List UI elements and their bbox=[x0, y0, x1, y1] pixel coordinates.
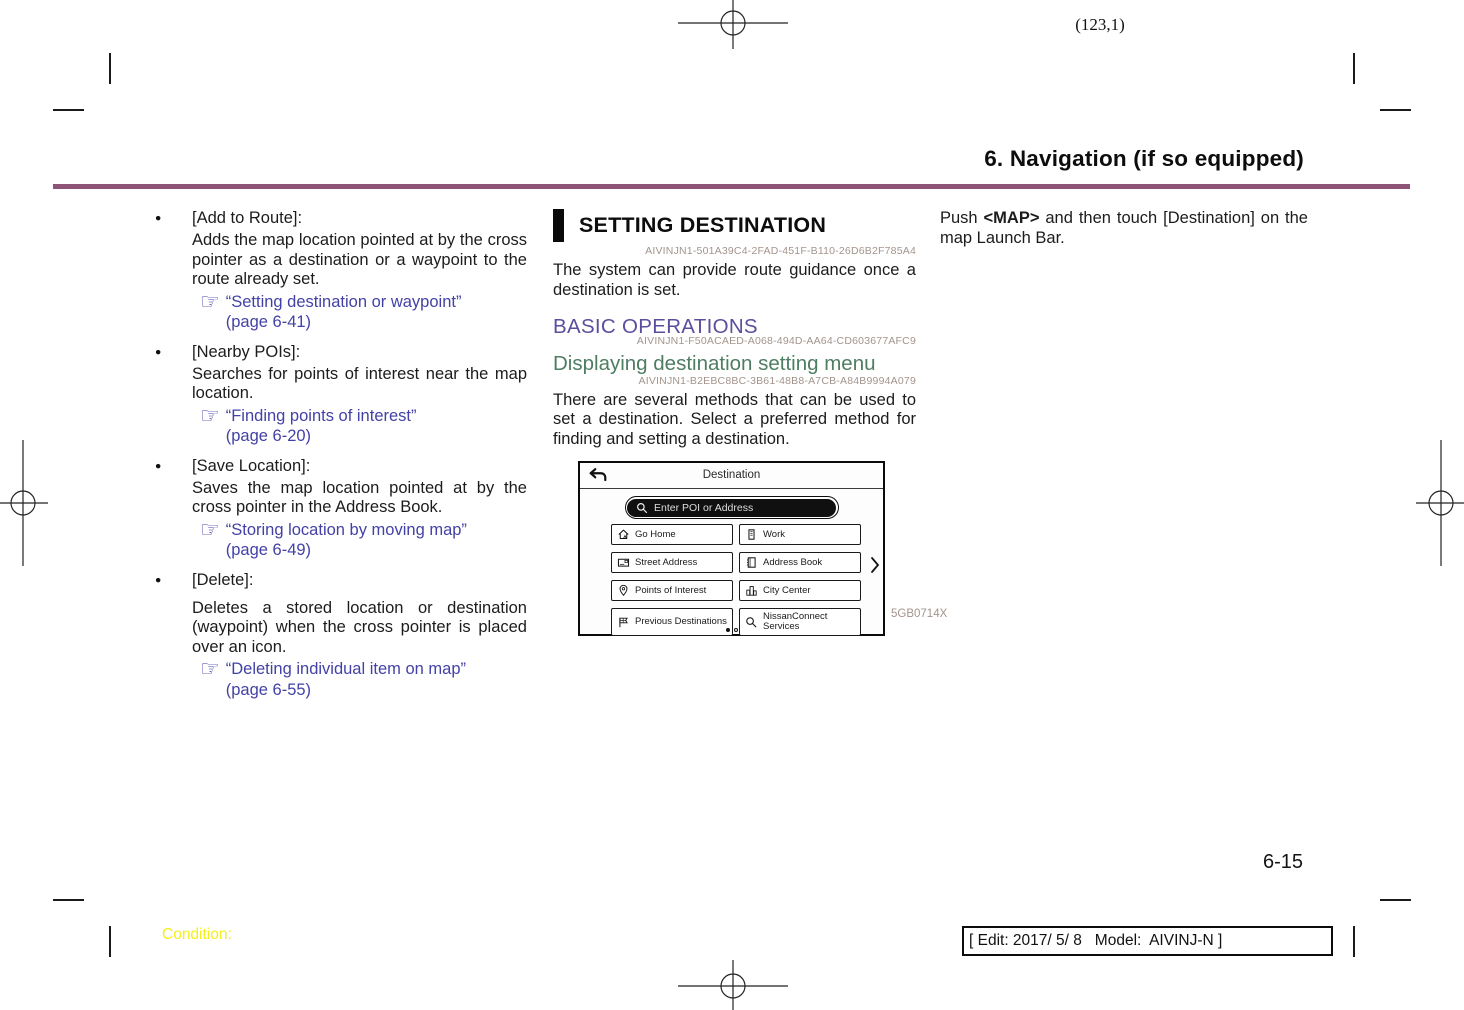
crop-mark-br-h bbox=[1380, 899, 1411, 901]
print-coordinates: (123,1) bbox=[1075, 15, 1125, 34]
map-key-label: <MAP> bbox=[983, 209, 1040, 227]
office-building-icon bbox=[745, 528, 758, 541]
manicule-icon: ☞ bbox=[200, 516, 220, 542]
bullet-dot: ● bbox=[155, 459, 162, 472]
cross-reference[interactable] bbox=[200, 516, 527, 561]
crop-mark-tr-h bbox=[1380, 109, 1411, 111]
manicule-icon: ☞ bbox=[200, 402, 220, 428]
street-address-icon bbox=[617, 556, 630, 569]
back-icon bbox=[588, 467, 608, 484]
figure-button-work: Work bbox=[739, 524, 861, 545]
cross-reference-link[interactable]: “Setting destination or waypoint” bbox=[225, 292, 462, 311]
edit-stamp: [ Edit: 2017/ 5/ 8 Model: AIVINJ-N ] bbox=[962, 926, 1333, 956]
bullet-item-save-location bbox=[155, 456, 527, 561]
flag-icon bbox=[617, 616, 630, 629]
bullet-body: Searches for points of interest near the map location. bbox=[192, 364, 527, 402]
manicule-icon: ☞ bbox=[200, 656, 220, 681]
figure-caption: 5GB0714X bbox=[891, 608, 948, 620]
crop-mark-bl-v bbox=[109, 926, 111, 957]
bullet-body: Adds the map location pointed at by the cross pointer as a destination or a waypoint to the route already set. bbox=[192, 231, 527, 288]
bullet-title: [Delete]: bbox=[192, 570, 254, 589]
dot-active bbox=[726, 628, 730, 632]
left-column bbox=[155, 208, 527, 709]
bullet-title: [Nearby POIs]: bbox=[192, 342, 301, 361]
bullet-dot: ● bbox=[155, 573, 162, 586]
doc-code: AIVINJN1-501A39C4-2FAD-451F-B110-26D6B2F785A4 bbox=[645, 245, 916, 257]
figure-button-grid bbox=[611, 524, 861, 636]
cross-reference-link[interactable]: “Finding points of interest” bbox=[225, 406, 417, 425]
cross-reference-link[interactable]: “Storing location by moving map” bbox=[225, 520, 467, 539]
bullet-dot: ● bbox=[155, 212, 162, 224]
search-icon bbox=[636, 502, 648, 514]
section-title: SETTING DESTINATION bbox=[579, 213, 827, 237]
header-rule bbox=[53, 184, 1410, 189]
middle-column bbox=[553, 209, 948, 636]
doc-code: AIVINJN1-B2EBC8BC-3B61-48B8-A7CB-A84B9994A079 bbox=[638, 374, 916, 387]
bullet-body: Deletes a stored location or destination (waypoint) when the cross pointer is placed over an icon. bbox=[192, 598, 527, 656]
figure-destination-screen bbox=[578, 461, 948, 636]
search-text: Enter POI or Address bbox=[654, 501, 754, 514]
cross-reference-page[interactable]: (page 6-20) bbox=[225, 427, 312, 445]
crop-mark-tr-v bbox=[1353, 53, 1355, 84]
crop-mark-br-v bbox=[1353, 926, 1355, 957]
chapter-header: 6. Navigation (if so equipped) bbox=[984, 146, 1304, 171]
page-number: 6-15 bbox=[1262, 851, 1303, 873]
cross-reference-page[interactable]: (page 6-49) bbox=[225, 541, 312, 559]
section-marker bbox=[553, 209, 564, 242]
bullet-item-delete bbox=[155, 570, 527, 701]
city-center-icon bbox=[745, 584, 758, 597]
screen-title: Destination bbox=[702, 469, 761, 481]
manicule-icon: ☞ bbox=[200, 288, 220, 314]
cross-reference-link[interactable]: “Deleting individual item on map” bbox=[225, 660, 467, 678]
cross-reference[interactable] bbox=[200, 656, 527, 700]
bullet-title: [Add to Route]: bbox=[192, 209, 303, 227]
section-heading bbox=[553, 209, 916, 242]
search-bar bbox=[625, 496, 839, 519]
figure-title-bar bbox=[580, 463, 883, 489]
bullet-item-add-to-route bbox=[155, 208, 527, 333]
registration-mark-left bbox=[0, 440, 50, 566]
right-column bbox=[940, 209, 1308, 248]
page-indicator-dots bbox=[726, 628, 738, 632]
cross-reference-page[interactable]: (page 6-41) bbox=[225, 313, 312, 331]
doc-code: AIVINJN1-F50ACAED-A068-494D-AA64-CD603677AFC9 bbox=[636, 335, 916, 347]
figure-button-go-home: Go Home bbox=[611, 524, 733, 545]
paragraph-intro: The system can provide route guidance once a destination is set. bbox=[553, 261, 916, 299]
figure-button-points-of-interest: Points of Interest bbox=[611, 580, 733, 601]
registration-mark-top bbox=[672, 0, 794, 50]
crop-mark-bl-h bbox=[53, 899, 84, 901]
bullet-body: Saves the map location pointed at by the cross pointer in the Address Book. bbox=[192, 478, 527, 516]
paragraph-push-map: Push <MAP> and then touch [Destination] on the map Launch Bar. bbox=[940, 209, 1308, 247]
crop-mark-tl-h bbox=[53, 109, 84, 111]
magnifier-icon bbox=[745, 616, 758, 629]
figure-button-previous-destinations: Previous Destinations bbox=[611, 608, 733, 636]
registration-mark-right bbox=[1414, 440, 1464, 566]
cross-reference[interactable] bbox=[200, 402, 527, 447]
map-pin-icon bbox=[617, 584, 630, 597]
crop-mark-tl-v bbox=[109, 53, 111, 84]
bullet-title: [Save Location]: bbox=[192, 456, 311, 475]
condition-label: Condition: bbox=[162, 926, 232, 943]
chevron-right-icon bbox=[870, 556, 880, 574]
address-book-icon bbox=[745, 556, 758, 569]
subsection-title: BASIC OPERATIONS bbox=[553, 315, 758, 338]
bullet-item-nearby-pois bbox=[155, 342, 527, 447]
figure-button-nissanconnect-services: NissanConnect Services bbox=[739, 608, 861, 636]
paragraph-body: There are several methods that can be used to set a destination. Select a preferred method for finding and setting a destination. bbox=[553, 390, 916, 448]
cross-reference-page[interactable]: (page 6-55) bbox=[225, 680, 312, 699]
subheading: Displaying destination setting menu bbox=[553, 352, 876, 375]
cross-reference[interactable] bbox=[200, 288, 527, 333]
bullet-dot: ● bbox=[155, 345, 162, 358]
figure-button-city-center: City Center bbox=[739, 580, 861, 601]
figure-button-address-book: Address Book bbox=[739, 552, 861, 573]
registration-mark-bottom bbox=[672, 960, 794, 1010]
home-icon bbox=[617, 528, 630, 541]
dot-inactive bbox=[734, 628, 738, 632]
figure-button-street-address: Street Address bbox=[611, 552, 733, 573]
